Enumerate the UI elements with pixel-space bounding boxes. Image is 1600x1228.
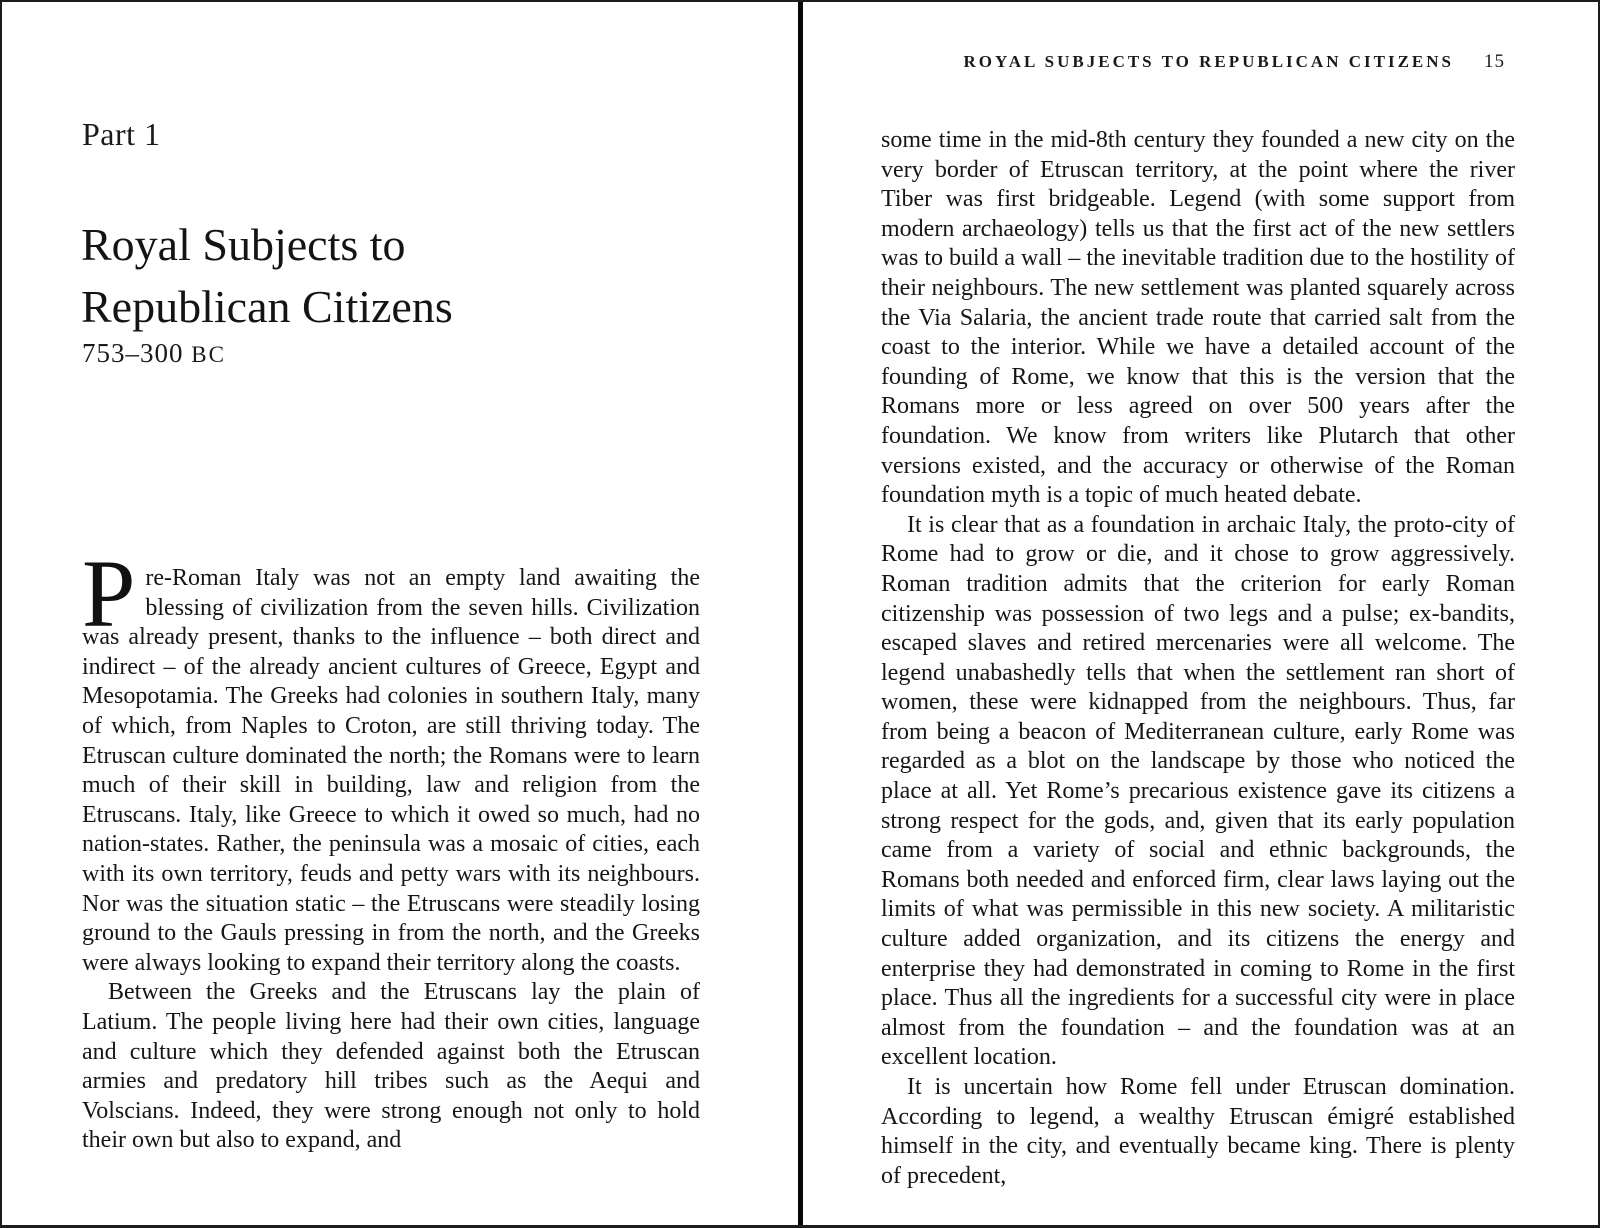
part-label: Part 1 (82, 116, 161, 152)
right-page (803, 2, 1598, 1225)
chapter-dates-era: BC (191, 342, 226, 367)
left-page-body (82, 540, 700, 1156)
running-header (964, 52, 1505, 71)
chapter-title-line2: Republican Citizens (81, 281, 453, 332)
body-paragraph: some time in the mid-8th century they founded a new city on the very border of Etruscan territory, at the point where the river Tiber was first bridgeable. Legend (with some support from modern archaeology) tells us that the first act of the new settlers was to build a wall – the inevitable tradition due to the hostility of their neighbours. The new settlement was planted squarely across the Via Salaria, the ancient trade route that carried salt from the coast to the interior. While we have a detailed account of the founding of Rome, we know that this is the version that the Romans more or less agreed on over 500 years after the foundation. We know from writers like Plutarch that other versions existed, and the accuracy or otherwise of the Roman foundation myth is a topic of much heated debate. (881, 127, 1515, 509)
body-paragraph: It is clear that as a foundation in archaic Italy, the proto-city of Rome had to grow or die, and it chose to grow aggressively. Roman tradition admits that the criterion for early Roman citizenship was possession of two legs and a pulse; ex-bandits, escaped slaves and retired mercenaries were all welcome. The legend unabashedly tells that when the settlement ran short of women, these were kidnapped from the neighbours. Thus, far from being a beacon of Mediterranean culture, early Rome was regarded as a blot on the landscape by those who noticed the place at all. Yet Rome’s precarious existence gave its citizens a strong respect for the gods, and, given that its early population came from a variety of social and ethnic backgrounds, the Romans both needed and enforced firm, clear laws laying out the limits of what was permissible in this new society. A militaristic culture added organization, and its citizens the energy and enterprise they had demonstrated in coming to Rome in the first place. Thus all the ingredients for a successful city were in place almost from the foundation – and the foundation was at an excellent location. (881, 511, 1515, 1071)
chapter-dates (82, 340, 226, 367)
body-paragraph (82, 540, 700, 978)
paragraph-text: re-Roman Italy was not an empty land awaiting the blessing of civilization from the seven hills. Civilization was already present, thanks to the influence – both direct and indirect – of the already ancient cultures of Greece, Egypt and Mesopotamia. The Greeks had colonies in southern Italy, many of which, from Naples to Croton, are still thriving today. The Etruscan culture dominated the north; the Romans were to learn much of their skill in building, law and religion from the Etruscans. Italy, like Greece to which it owed so much, had no nation-states. Rather, the peninsula was a mosaic of cities, each with its own territory, feuds and petty wars with its neighbours. Nor was the situation static – the Etruscans were steadily losing ground to the Gauls pressing in from the north, and the Greeks were always looking to expand their territory along the coasts. (82, 565, 700, 976)
drop-cap: P (82, 540, 136, 647)
right-page-body (881, 126, 1515, 1191)
chapter-dates-years: 753–300 (82, 338, 184, 368)
chapter-title-line1: Royal Subjects to (81, 219, 406, 270)
body-paragraph: Between the Greeks and the Etruscans lay the plain of Latium. The people living here had their own cities, language and culture which they defended against both the Etruscan armies and predatory hill tribes such as the Aequi and Volscians. Indeed, they were strong enough not only to hold their own but also to expand, and (82, 979, 700, 1154)
body-paragraph: It is uncertain how Rome fell under Etruscan domination. According to legend, a wealthy Etruscan émigré established himself in the city, and eventually became king. There is plenty of precedent, (881, 1074, 1515, 1189)
left-page (2, 2, 798, 1225)
page-number: 15 (1484, 51, 1505, 72)
running-header-title: ROYAL SUBJECTS TO REPUBLICAN CITIZENS (963, 52, 1454, 71)
chapter-title (81, 214, 453, 338)
